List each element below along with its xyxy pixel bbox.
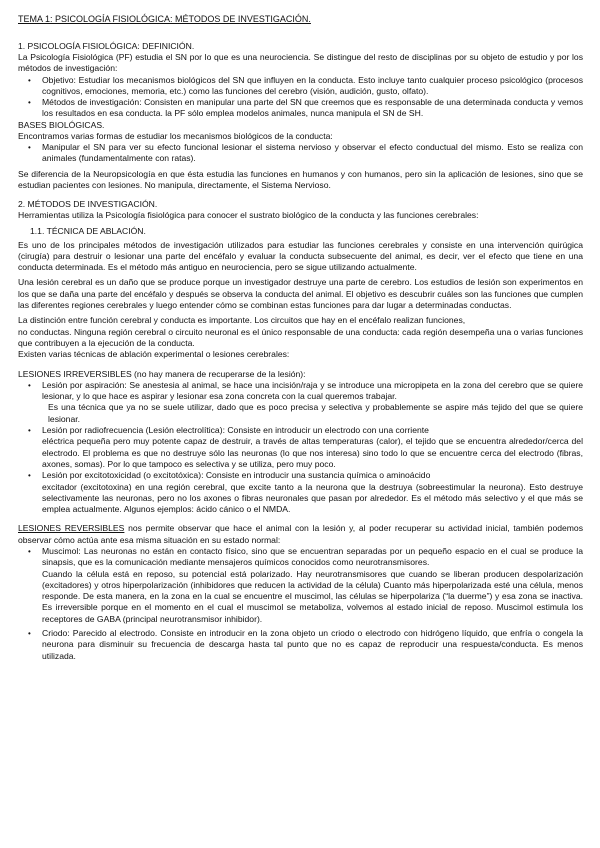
reversible-intro: LESIONES REVERSIBLES nos permite observar que hace el animal con la lesión y, al poder recuperar su actividad inicial, también podemos observar cómo actúa ante esa misma situación en su estado normal: <box>18 523 584 545</box>
bases-bullets <box>18 142 583 165</box>
bullet-metodos: • Métodos de investigación: Consisten en manipular una parte del SN que creemos que es responsable de una determinada conducta y vemos los resultados en esa conducta. la PF sólo emplea modelos animales, nunca manipula el SN de SH. <box>28 97 583 119</box>
ablation-heading: 1.1. TÉCNICA DE ABLACIÓN. <box>30 225 146 236</box>
irreversible-list <box>18 380 583 516</box>
section-1-bullets <box>18 75 583 120</box>
bullet-manipular: • Manipular el SN para ver su efecto funcional lesionar el sistema nervioso y observar el efecto conductual del mismo. Esto se realiza con animales (fundamentalmente con ratas). <box>28 142 583 164</box>
bullet-muscimol: • Muscimol: Las neuronas no están en contacto físico, sino que se encuentran separadas por un pequeño espacio en el cual se produce la sinapsis, que es la comunicación mediante mensajeros químicos conocidos como neurotransmisores. Cuando la célula está en reposo, su potencial está polarizado. Hay neurotransmisores que cuando se liberan producen despolarización (excitadores) y otros hiperpolarización (inhibidores que reducen la actividad de la célula) Cuanto más hiperpolarizada esté una célula, menos responde. De esta manera, en la zona en la cual se encuentre el muscimol, las células se hiperpolariza (“la duerme”) y esa zona se inactiva. Es irreversible porque en el momento en el cual el muscimol se metaboliza, volvemos al estado inicial de reposo. Muscimol estimula los receptores de GABA (principal neurotransmisor inhibidor). <box>28 545 583 624</box>
bullet-icon: • <box>28 75 31 85</box>
section-2-intro: Herramientas utiliza la Psicología fisiológica para conocer el sustrato biológico de la conducta y las funciones cerebrales: <box>18 210 479 221</box>
neuropsicologia-paragraph: Se diferencia de la Neuropsicología en que ésta estudia las funciones en humanos y con humanos, pero sin la aplicación de lesiones, sino que se estudian pacientes con lesiones. No manipula, directamente, el Sistema Nervioso. <box>18 168 583 190</box>
bullet-radiofrecuencia: • Lesión por radiofrecuencia (Lesión electrolítica): Consiste en introducir un electrodo con una corriente eléctrica pequeña pero muy potente capaz de destruir, a través de altas temperaturas (calor), el tejido que se encuentra alrededor/cerca del electrodo. El problema es que no destruye sólo las neuronas (lo que nos interesa) sino todo lo que se encuentre cerca del electrodo (fibras, axones, somas). Por lo que tampoco es selectiva y se utiliza, pero muy poco. <box>28 425 583 469</box>
bullet-icon: • <box>28 143 31 153</box>
bullet-icon: • <box>28 98 31 108</box>
ablation-paragraph-3b: no conductas. Ninguna región cerebral o circuito neuronal es el único responsable de una conducta: cada región desempeña una o varias funciones que contribuyen a la ejecución de la conducta. <box>18 326 583 348</box>
ablation-paragraph-3a: La distinción entre función cerebral y conducta es importante. Los circuitos que hay en el encéfalo realizan funciones, <box>18 315 466 326</box>
reversible-heading: LESIONES REVERSIBLES <box>18 523 125 534</box>
reversible-list <box>18 546 583 662</box>
bullet-criodo: • Criodo: Parecido al electrodo. Consiste en introducir en la zona objeto un criodo o electrodo con hidrógeno líquido, que enfría o congela la neurona para disminuir su frecuencia de descarga hasta tal punto que no es capaz de reproducir una respuesta/conducta. Es menos utilizada. <box>28 628 583 661</box>
bullet-excitotoxicidad: • Lesión por excitotoxicidad (o excitotóxica): Consiste en introducir una sustancia química o aminoácido excitador (excitotoxina) en una región cerebral, que excite tanto a la neurona que la destruya (sobreestimular la neurona). Esto destruye selectivamente las neuronas, pero no los axones o fibras neuronales que pasan por alrededor. Es el método más selectivo y el que más se emplea actualmente. Algunos ejemplos: ácido cánico o el NMDA. <box>28 470 583 515</box>
bullet-aspiracion: • Lesión por aspiración: Se anestesia al animal, se hace una incisión/raja y se introduce una micropipeta en la zona del cerebro que se quiere lesionar, y lo que hace es aspirar y lesionar esa zona concreta con la cual queremos trabajar. Es una técnica que ya no se suele utilizar, dado que es poco precisa y selectiva y probablemente se aspire más tejido del que se quiere lesionar. <box>28 379 583 424</box>
ablation-paragraph-4: Existen varias técnicas de ablación experimental o lesiones cerebrales: <box>18 349 290 360</box>
bases-heading: BASES BIOLÓGICAS. <box>18 119 105 130</box>
bullet-icon: • <box>28 426 31 436</box>
bullet-icon: • <box>28 629 31 639</box>
section-2-heading: 2. MÉTODOS DE INVESTIGACIÓN. <box>18 199 158 210</box>
irreversible-heading: LESIONES IRREVERSIBLES (no hay manera de recuperarse de la lesión): <box>18 368 306 379</box>
section-1-intro: La Psicología Fisiológica (PF) estudia el SN por lo que es una neurociencia. Se distingue del resto de disciplinas por su objeto de estudio y por los métodos de investigación: <box>18 52 583 74</box>
document-title: TEMA 1: PSICOLOGÍA FISIOLÓGICA: MÉTODOS DE INVESTIGACIÓN. <box>18 14 311 24</box>
ablation-paragraph-1: Es uno de los principales métodos de investigación utilizados para estudiar las funciones cerebrales y consiste en una intervención quirúgica (cirugía) para destruir o lesionar una parte del encéfalo y evaluar la conducta subsecuente del animal, es decir, ver el efecto que tiene en una conducta determinada. Es el método más antiguo en neurociencia, pero se sigue utilizando actualmente. <box>18 239 583 273</box>
bullet-icon: • <box>28 380 31 390</box>
section-1-heading: 1. PSICOLOGÍA FISIOLÓGICA: DEFINICIÓN. <box>18 41 195 51</box>
bullet-icon: • <box>28 546 31 556</box>
ablation-paragraph-2: Una lesión cerebral es un daño que se produce porque un investigador destruye una parte de cerebro. Los estudios de lesión son experimentos en los que se daña una parte del encéfalo y después se observa la conducta del animal. El objetivo es descubrir cuáles son las funciones que cumplen las diferentes regiones cerebrales y luego entender cómo se combinan estas funciones para dar lugar a determinadas conductas. <box>18 277 583 311</box>
bases-intro: Encontramos varias formas de estudiar los mecanismos biológicos de la conducta: <box>18 130 333 141</box>
bullet-objetivo: • Objetivo: Estudiar los mecanismos biológicos del SN que influyen en la conducta. Esto incluye tanto cualquier proceso psicológico (procesos cognitivos, emociones, memoria, etc.) como las funciones del cerebro (visión, audición, gusto, olfato). <box>28 74 583 96</box>
bullet-icon: • <box>28 471 31 481</box>
